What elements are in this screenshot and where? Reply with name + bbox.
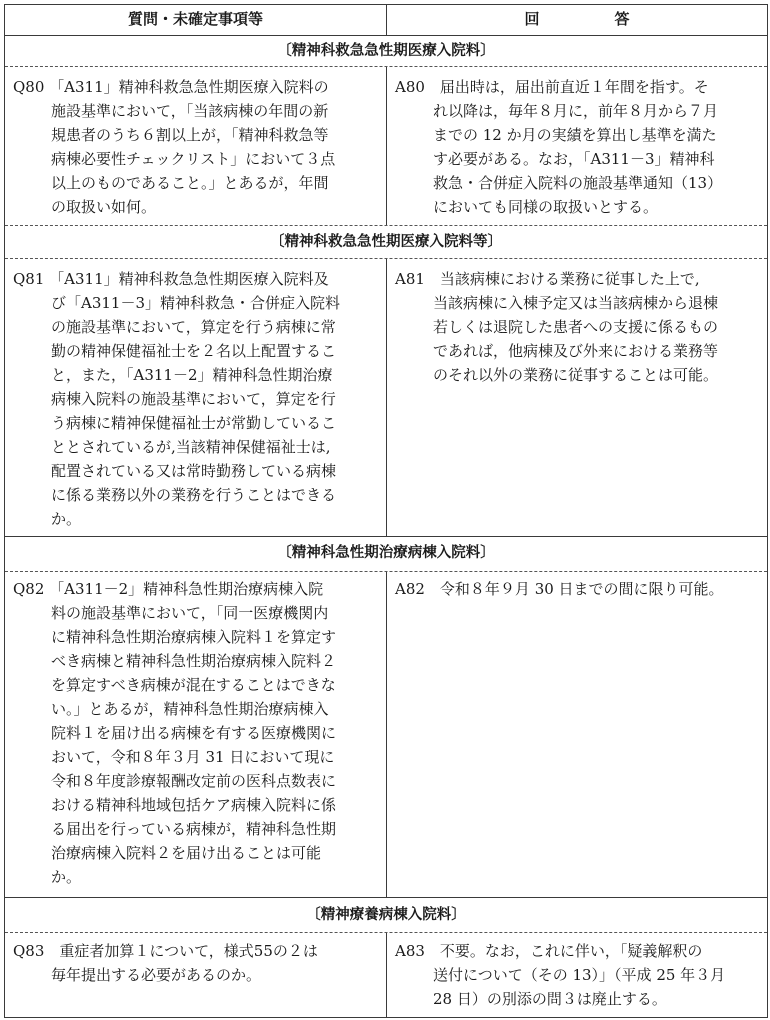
column-divider	[386, 5, 387, 35]
text-line: 病棟入院料の施設基準において，算定を行	[51, 390, 336, 408]
text-line: ととされているが,当該精神保健福祉士は,	[51, 438, 331, 456]
answer-a82	[395, 577, 724, 601]
column-divider	[386, 572, 387, 897]
qa-table	[4, 4, 768, 1018]
divider	[5, 897, 767, 898]
text-line: A83 不要。なお，これに伴い，「疑義解釈の	[395, 942, 703, 960]
text-line: A81 当該病棟における業務に従事した上で,	[395, 270, 700, 288]
answer-a80	[395, 75, 722, 219]
text-line: れ以降は，毎年８月に，前年８月から７月	[433, 102, 719, 120]
text-line: 令和８年度診療報酬改定前の医科点数表に	[51, 772, 337, 790]
text-line: 治療病棟入院料２を届け出ることは可能	[51, 844, 322, 862]
section-title: 〔精神科救急急性期医療入院料〕	[277, 43, 495, 59]
divider	[5, 225, 767, 226]
question-column-header: 質問・未確定事項等	[127, 10, 263, 28]
question-q82	[13, 577, 336, 889]
text-line: A82 令和８年９月 30 日までの間に限り可能。	[395, 580, 724, 598]
text-line: Q81 「A311」精神科救急急性期医療入院料及	[13, 270, 329, 288]
text-line: 若しくは退院した患者への支援に係るもの	[433, 318, 719, 336]
section-title: 〔精神科救急急性期医療入院料等〕	[270, 234, 502, 250]
text-line: 院料１を届け出る病棟を有する医療機関に	[51, 724, 337, 742]
text-line: か。	[51, 868, 82, 886]
text-line: Q83 重症者加算１について，様式55の２は	[13, 942, 318, 960]
question-q81	[13, 267, 340, 531]
text-line: 救急・合併症入院料の施設基準通知（13）	[433, 174, 723, 192]
text-line: 以上のものであること。」とあるが，年間	[51, 174, 329, 192]
text-line: 勤の精神保健福祉士を２名以上配置するこ	[51, 342, 337, 360]
text-line: の施設基準において，算定を行う病棟に常	[51, 318, 336, 336]
text-line: 送付について（その 13）」（平成 25 年３月	[433, 966, 726, 984]
divider	[5, 536, 767, 537]
text-line: 病棟必要性チェックリスト」において３点	[51, 150, 336, 168]
text-line: に精神科急性期治療病棟入院料１を算定す	[51, 628, 337, 646]
column-divider	[386, 933, 387, 1017]
text-line: 配置されている又は常時勤務している病棟	[51, 462, 337, 480]
text-line: 施設基準において，「当該病棟の年間の新	[51, 102, 329, 120]
answer-a83	[395, 939, 725, 1011]
text-line: A80 届出時は，届出前直近１年間を指す。そ	[395, 78, 709, 96]
answer-a81	[395, 267, 718, 387]
text-line: う病棟に精神保健福祉士が常勤しているこ	[51, 414, 337, 432]
text-line: に係る業務以外の業務を行うことはできる	[51, 486, 337, 504]
column-divider	[386, 67, 387, 225]
text-line: Q82 「A311－2」精神科急性期治療病棟入院	[13, 580, 324, 598]
text-line: 当該病棟に入棟予定又は当該病棟から退棟	[433, 294, 719, 312]
text-line: 28 日）の別添の問３は廃止する。	[433, 990, 667, 1008]
text-line: る届出を行っている病棟が，精神科急性期	[51, 820, 337, 838]
text-line: か。	[51, 510, 82, 528]
text-line: 規患者のうち６割以上が，「精神科救急等	[51, 126, 329, 144]
text-line: においても同様の取扱いとする。	[433, 198, 659, 216]
text-line: べき病棟と精神科急性期治療病棟入院料２	[51, 652, 337, 670]
question-q83	[13, 939, 318, 987]
text-line: を算定すべき病棟が混在することはできな	[51, 676, 336, 694]
text-line: い。」とあるが，精神科急性期治療病棟入	[51, 700, 329, 718]
section-title: 〔精神療養病棟入院料〕	[306, 907, 466, 923]
text-line: おいて，令和８年３月 31 日において現に	[51, 748, 335, 766]
column-divider	[386, 259, 387, 536]
text-line: の取扱い如何。	[51, 198, 157, 216]
text-line: のそれ以外の業務に従事することは可能。	[433, 366, 719, 384]
answer-column-header: 回 答	[524, 10, 660, 28]
text-line: す必要がある。なお，「A311－3」精神科	[433, 150, 715, 168]
text-line: 毎年提出する必要があるのか。	[51, 966, 262, 984]
section-title: 〔精神科急性期治療病棟入院料〕	[277, 545, 495, 561]
text-line: Q80 「A311」精神科救急急性期医療入院料の	[13, 78, 329, 96]
text-line: であれば，他病棟及び外来における業務等	[433, 342, 719, 360]
text-line: び「A311－3」精神科救急・合併症入院料	[51, 294, 341, 312]
text-line: おける精神科地域包括ケア病棟入院料に係	[51, 796, 337, 814]
text-line: と，また，「A311－2」精神科急性期治療	[51, 366, 333, 384]
text-line: までの 12 か月の実績を算出し基準を満た	[433, 126, 717, 144]
text-line: 料の施設基準において，「同一医療機関内	[51, 604, 329, 622]
question-q80	[13, 75, 335, 219]
